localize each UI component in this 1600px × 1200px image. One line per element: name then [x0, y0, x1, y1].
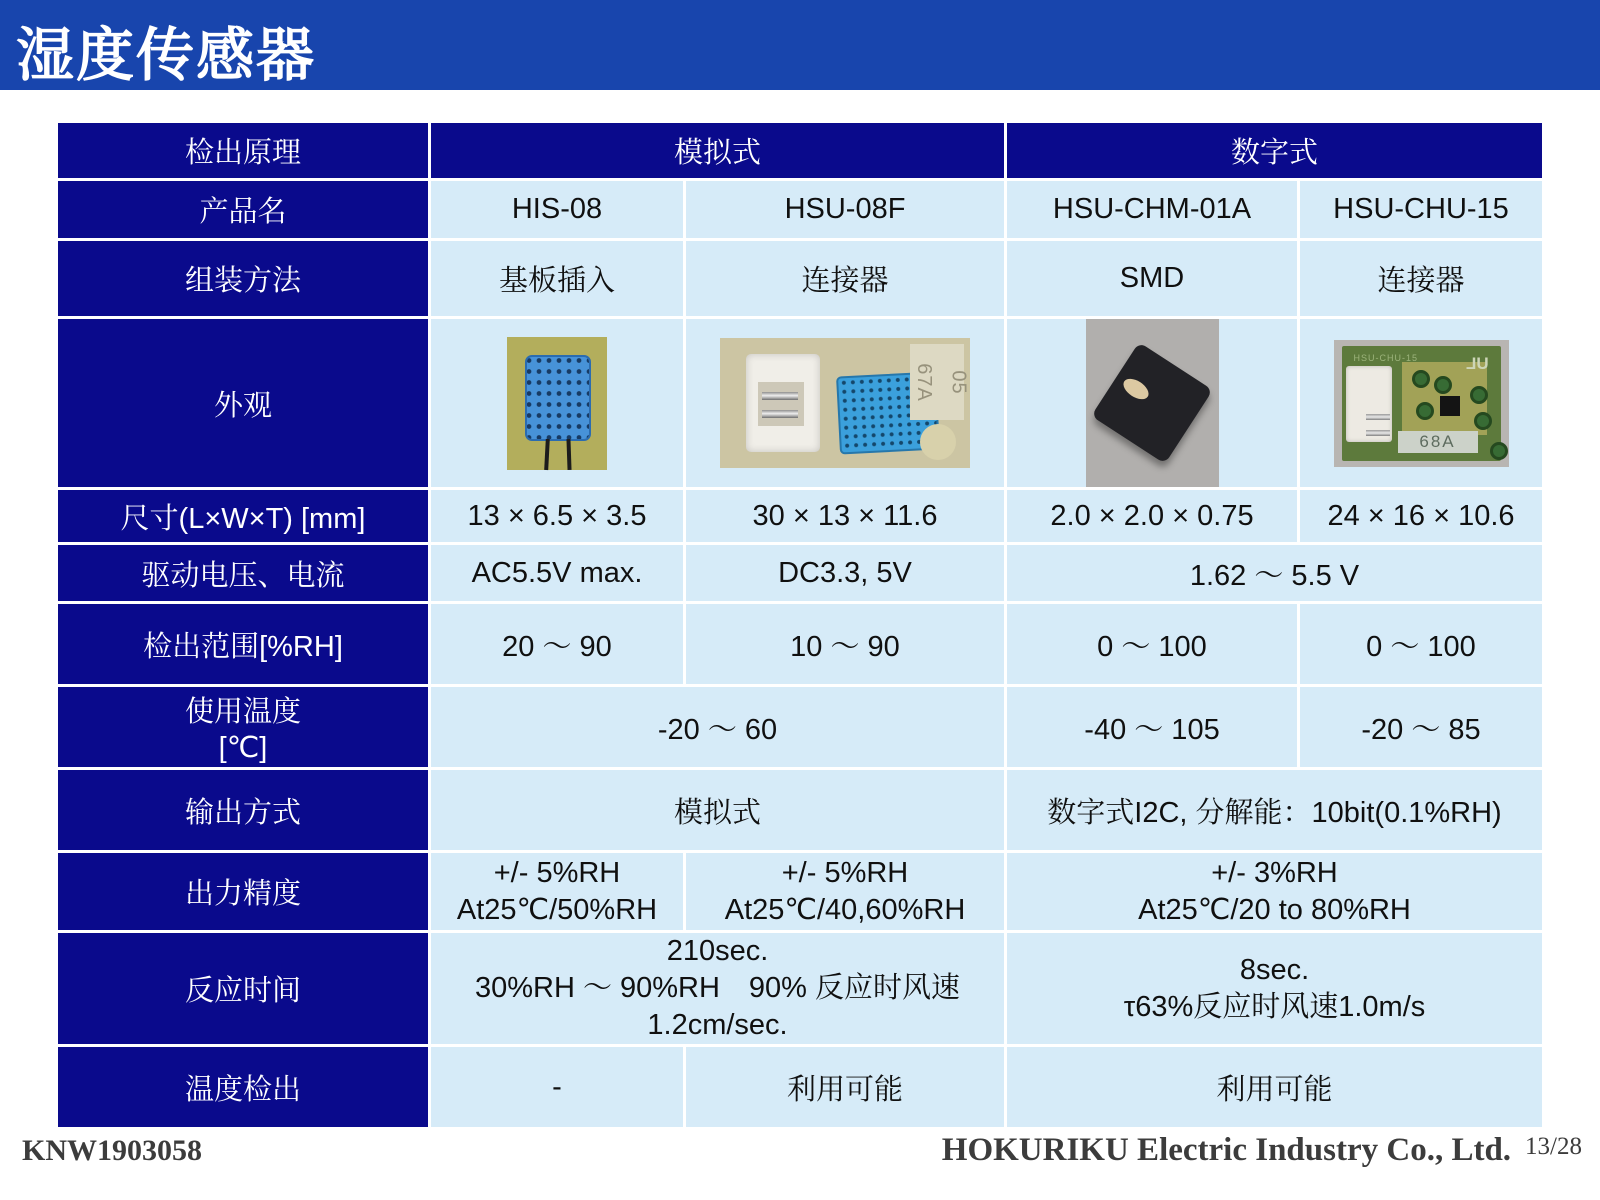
cell-assembly-hsuchu15: 连接器	[1300, 241, 1542, 316]
cell-product-hsuchu15: HSU-CHU-15	[1300, 181, 1542, 238]
hsu08f-connector	[746, 354, 820, 452]
row-detection-principle	[58, 123, 1542, 178]
operating-temperature-label-line2: [℃]	[218, 732, 268, 764]
hsuchu15-photo	[1334, 340, 1509, 467]
response-analog-line1: 210sec.	[666, 935, 769, 967]
company-name: HOKURIKU Electric Industry Co., Ltd.	[941, 1132, 1512, 1168]
page-number: 13/28	[1525, 1133, 1582, 1160]
hsuchu15-sensor-chip	[1440, 396, 1460, 416]
his08-sensor-body	[525, 355, 591, 441]
group-header-analog: 模拟式	[431, 123, 1004, 178]
cell-product-hsu08f: HSU-08F	[686, 181, 1004, 238]
cell-assembly-his08: 基板插入	[431, 241, 683, 316]
hsu08f-marking-label	[910, 344, 970, 420]
row-temperature-detection	[58, 1047, 1542, 1127]
accuracy-his08-line1: +/- 5%RH	[493, 856, 621, 889]
accuracy-his08-line2: At25℃/50%RH	[456, 893, 658, 926]
hsuchu15-board-marking: HSU-CHU-15	[1353, 352, 1419, 363]
hsu08f-connector-slot	[758, 382, 804, 426]
cell-tempdetect-digital: 利用可能	[1007, 1047, 1542, 1127]
row-label-product-name: 产品名	[58, 181, 428, 238]
cell-voltage-hsu08f: DC3.3, 5V	[686, 545, 1004, 601]
cell-tempdetect-his08: -	[431, 1047, 683, 1127]
row-operating-temperature	[58, 687, 1542, 767]
row-label-operating-temperature	[58, 687, 428, 767]
response-analog-line2: 30%RH ～ 90%RH 90% 反应时风速	[474, 972, 961, 1004]
cell-assembly-hsu08f: 连接器	[686, 241, 1004, 316]
cell-tempdetect-hsu08f: 利用可能	[686, 1047, 1004, 1127]
cell-response-analog	[431, 933, 1004, 1044]
row-appearance	[58, 319, 1542, 487]
hsu08f-connector-pin	[762, 410, 798, 418]
hsuchm01a-photo	[1086, 319, 1219, 487]
row-label-output-type: 输出方式	[58, 770, 428, 850]
his08-pin	[566, 438, 571, 469]
cell-product-hsuchm01a: HSU-CHM-01A	[1007, 181, 1297, 238]
cell-temp-hsuchm01a: -40 ～ 105	[1007, 687, 1297, 767]
row-dimensions	[58, 490, 1542, 542]
response-analog-line3: 1.2cm/sec.	[647, 1009, 788, 1041]
operating-temperature-label-line1: 使用温度	[184, 696, 301, 728]
row-label-dimensions: 尺寸(L×W×T) [mm]	[58, 490, 428, 542]
row-output-accuracy	[58, 853, 1542, 930]
hsu08f-connector-pin	[762, 392, 798, 400]
hsu08f-board-hole	[920, 424, 956, 460]
row-product-name	[58, 181, 1542, 238]
cell-accuracy-his08	[431, 853, 683, 930]
cell-photo-hsuchu15	[1300, 319, 1542, 487]
row-label-response-time: 反应时间	[58, 933, 428, 1044]
cell-accuracy-hsu08f	[686, 853, 1004, 930]
cell-voltage-digital: 1.62 ～ 5.5 V	[1007, 545, 1542, 601]
hsuchu15-pad	[1412, 370, 1430, 388]
hsuchu15-connector-pin	[1366, 430, 1390, 436]
hsuchm01a-chip-body	[1091, 342, 1213, 464]
cell-size-hsu08f: 30 × 13 × 11.6	[686, 490, 1004, 542]
hsuchu15-pad	[1416, 402, 1434, 420]
cell-size-hsuchm01a: 2.0 × 2.0 × 0.75	[1007, 490, 1297, 542]
cell-product-his08: HIS-08	[431, 181, 683, 238]
row-response-time	[58, 933, 1542, 1044]
cell-output-digital: 数字式I2C, 分解能：10bit(0.1%RH)	[1007, 770, 1542, 850]
cell-range-his08: 20 ～ 90	[431, 604, 683, 684]
cell-photo-hsu08f	[686, 319, 1004, 487]
cell-voltage-his08: AC5.5V max.	[431, 545, 683, 601]
accuracy-hsu08f-line2: At25℃/40,60%RH	[724, 893, 966, 926]
his08-pin	[544, 438, 550, 469]
ul-logo: UL	[1465, 353, 1489, 373]
cell-output-analog: 模拟式	[431, 770, 1004, 850]
hsuchu15-pad	[1434, 376, 1452, 394]
document-number: KNW1903058	[22, 1134, 202, 1167]
cell-range-hsuchu15: 0 ～ 100	[1300, 604, 1542, 684]
cell-size-hsuchu15: 24 × 16 × 10.6	[1300, 490, 1542, 542]
response-digital-line2: τ63%反应时风速1.0m/s	[1123, 990, 1426, 1023]
accuracy-hsu08f-line1: +/- 5%RH	[781, 856, 909, 889]
row-label-detection-range: 检出范围[%RH]	[58, 604, 428, 684]
row-label-temperature-detection: 温度检出	[58, 1047, 428, 1127]
row-label-drive-voltage: 驱动电压、电流	[58, 545, 428, 601]
accuracy-digital-line1: +/- 3%RH	[1211, 856, 1338, 889]
cell-temp-analog: -20 ～ 60	[431, 687, 1004, 767]
row-drive-voltage	[58, 545, 1542, 601]
cell-size-his08: 13 × 6.5 × 3.5	[431, 490, 683, 542]
cell-assembly-hsuchm01a: SMD	[1007, 241, 1297, 316]
page-title: 湿度传感器	[16, 23, 317, 88]
cell-accuracy-digital	[1007, 853, 1542, 930]
group-header-digital: 数字式	[1007, 123, 1542, 178]
row-detection-range	[58, 604, 1542, 684]
hsu08f-photo	[720, 338, 970, 468]
accuracy-digital-line2: At25℃/20 to 80%RH	[1138, 893, 1411, 926]
title-banner	[0, 0, 1600, 90]
hsu08f-marking-text: 67A	[912, 362, 935, 402]
cell-range-hsuchm01a: 0 ～ 100	[1007, 604, 1297, 684]
hsuchu15-pad	[1490, 442, 1508, 460]
hsuchu15-pad	[1470, 386, 1488, 404]
hsuchu15-lot-label: 68A	[1398, 431, 1478, 453]
response-digital-line1: 8sec.	[1239, 953, 1310, 986]
hsuchu15-pad	[1474, 412, 1492, 430]
row-assembly-method	[58, 241, 1542, 316]
hsuchu15-connector	[1346, 366, 1392, 442]
cell-response-digital	[1007, 933, 1542, 1044]
sensor-spec-table	[55, 120, 1545, 1130]
footer-right	[942, 1132, 1582, 1169]
cell-photo-his08	[431, 319, 683, 487]
row-label-appearance: 外观	[58, 319, 428, 487]
row-label-detection-principle: 检出原理	[58, 123, 428, 178]
cell-range-hsu08f: 10 ～ 90	[686, 604, 1004, 684]
his08-photo	[507, 337, 607, 470]
hsuchu15-connector-pin	[1366, 414, 1390, 420]
cell-temp-hsuchu15: -20 ～ 85	[1300, 687, 1542, 767]
row-output-type	[58, 770, 1542, 850]
hsu08f-marking-text: 05	[947, 369, 970, 395]
row-label-output-accuracy: 出力精度	[58, 853, 428, 930]
row-label-assembly-method: 组装方法	[58, 241, 428, 316]
cell-photo-hsuchm01a	[1007, 319, 1297, 487]
